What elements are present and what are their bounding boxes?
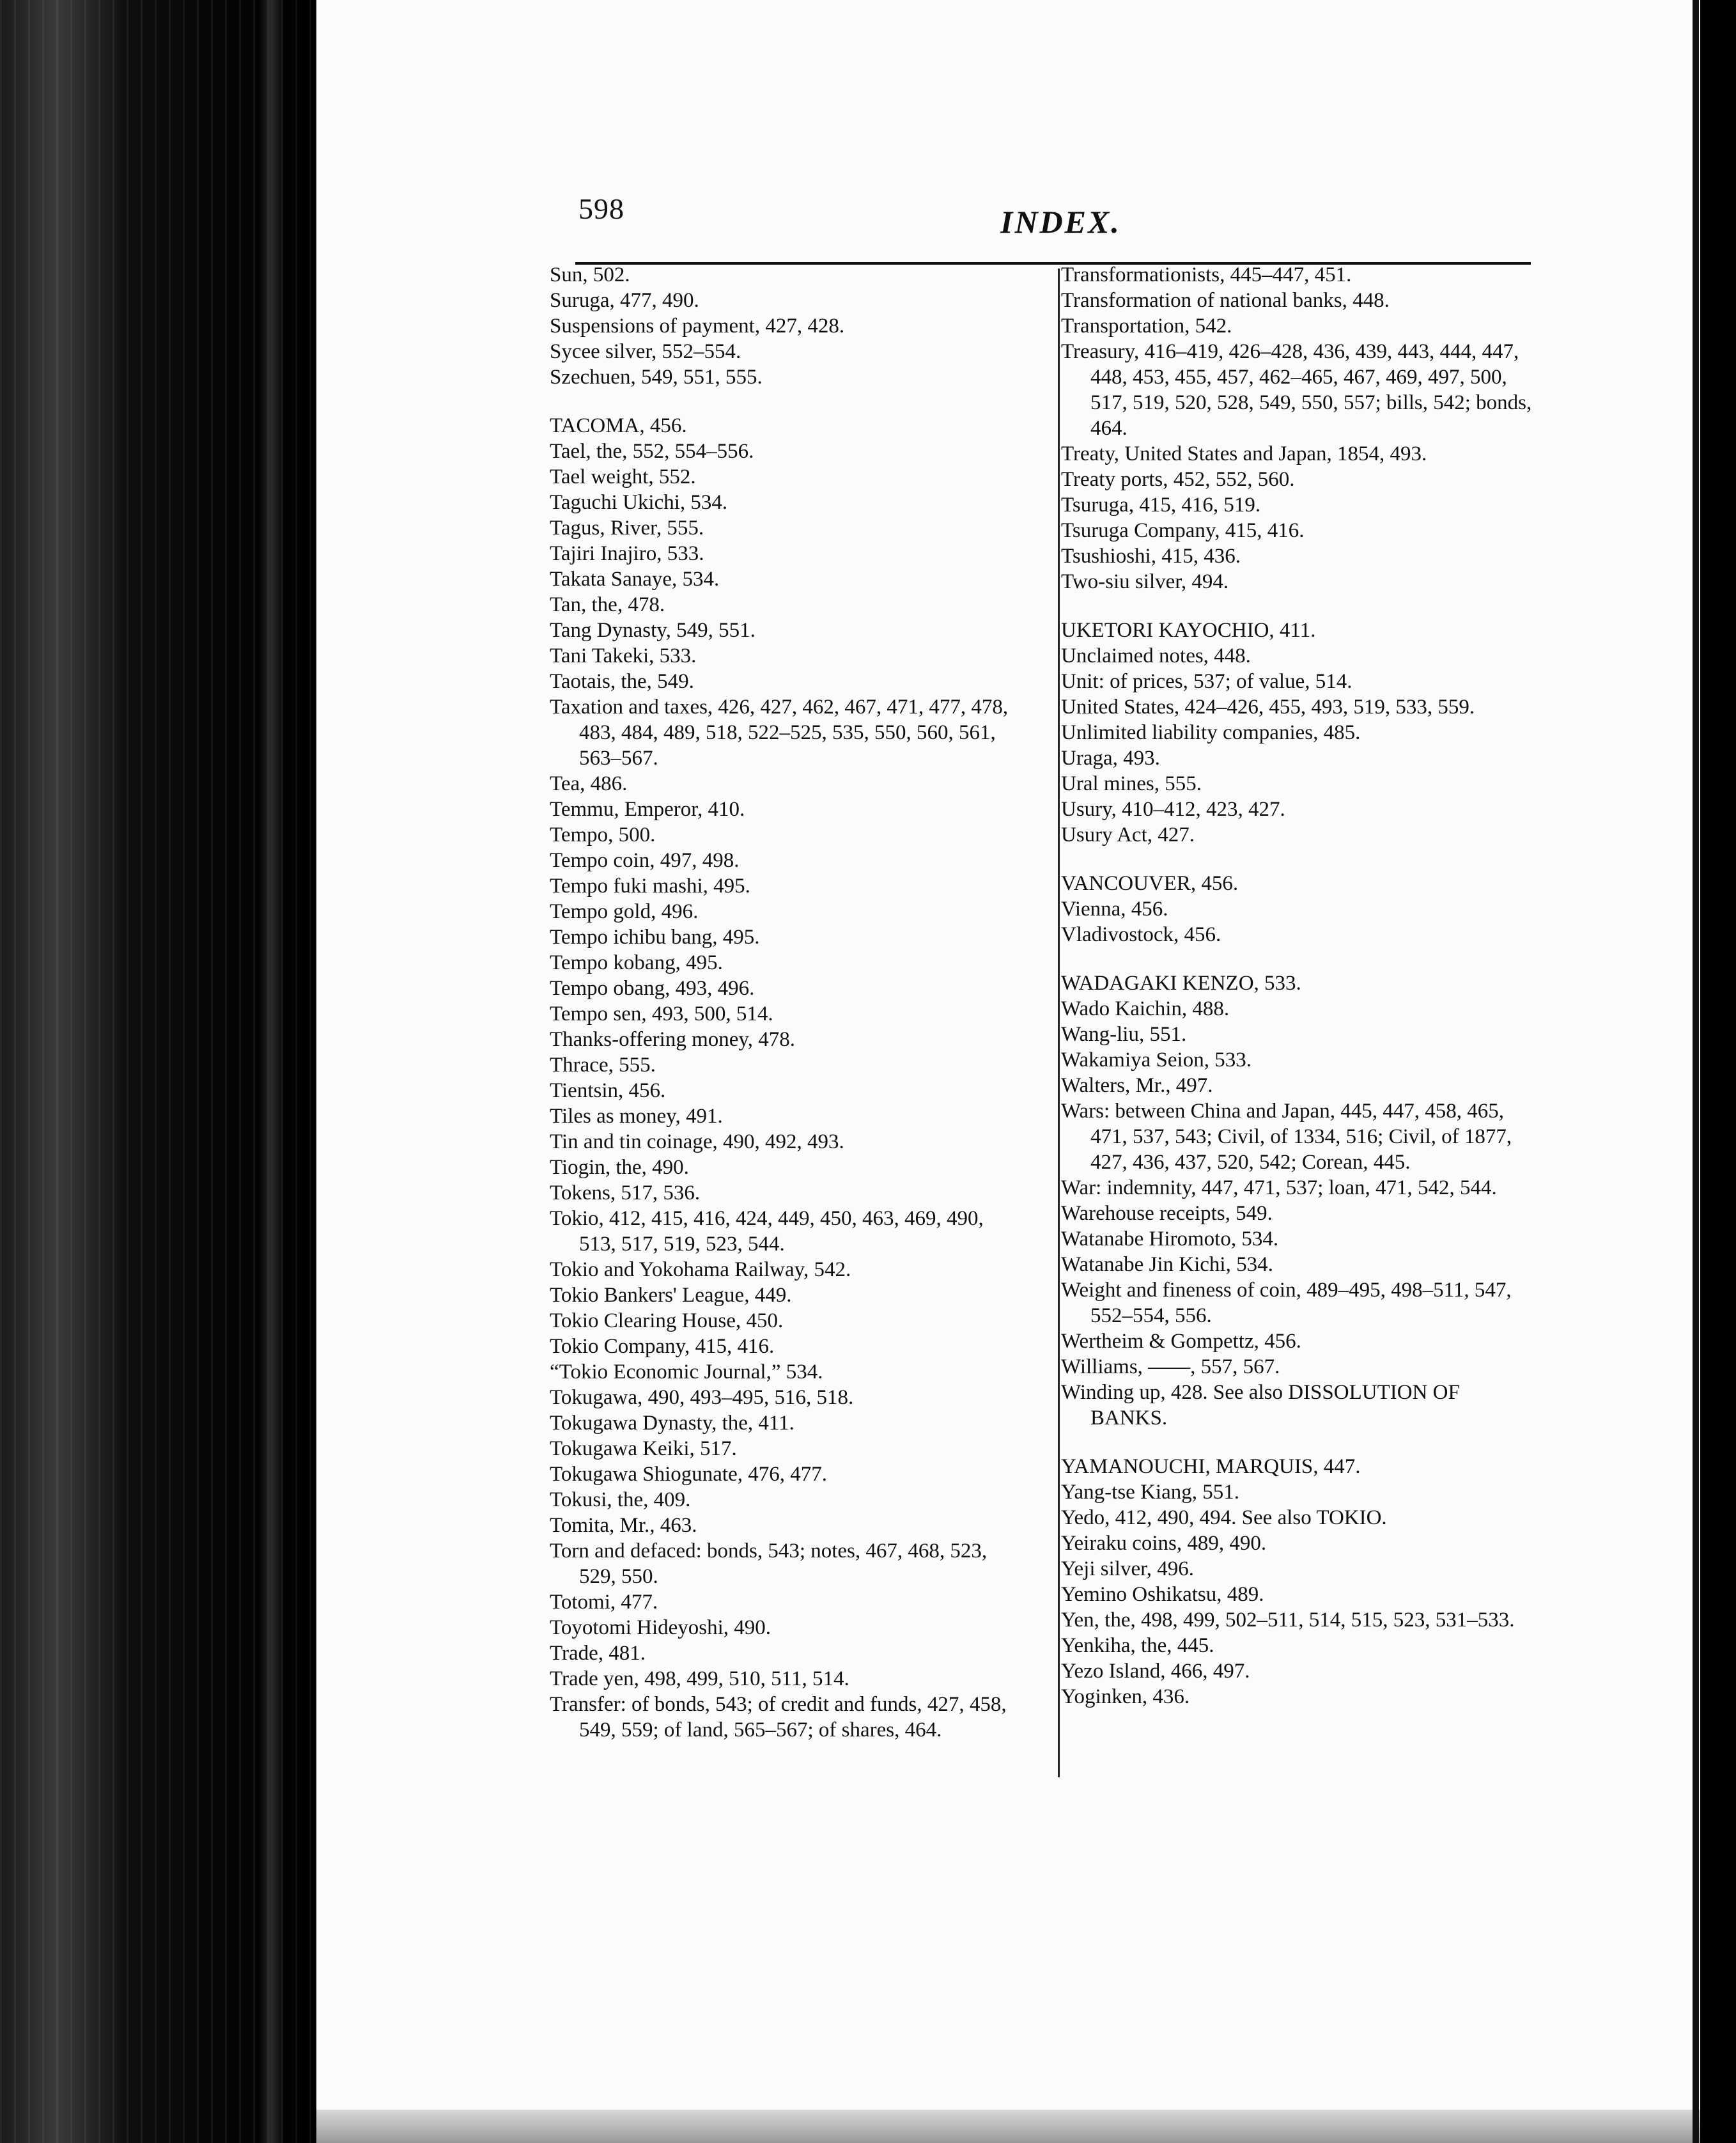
index-section-gap xyxy=(1061,1431,1534,1454)
index-entry: Wado Kaichin, 488. xyxy=(1061,997,1230,1020)
index-entry: Temmu, Emperor, 410. xyxy=(550,798,745,821)
index-entry: Walters, Mr., 497. xyxy=(1061,1074,1213,1097)
index-entry: Transportation, 542. xyxy=(1061,315,1232,338)
index-entry: Yedo, 412, 490, 494. See also TOKIO. xyxy=(1061,1506,1387,1529)
index-entry: Unlimited liability companies, 485. xyxy=(1061,721,1361,744)
index-entry: Tokugawa Keiki, 517. xyxy=(550,1437,737,1460)
index-entry: Ural mines, 555. xyxy=(1061,772,1202,795)
column-divider xyxy=(1058,269,1060,1777)
index-entry: “Tokio Economic Journal,” 534. xyxy=(550,1360,823,1383)
index-column-right xyxy=(1061,262,1534,1710)
index-entry: Tokugawa Shiogunate, 476, 477. xyxy=(550,1463,827,1486)
index-entry: Sycee silver, 552–554. xyxy=(550,340,741,363)
index-section-gap xyxy=(550,390,1023,413)
index-entry: Tokusi, the, 409. xyxy=(550,1488,691,1511)
index-entry: Winding up, 428. See also DISSOLUTION OF BANKS. xyxy=(1061,1381,1460,1430)
index-entry: Tokens, 517, 536. xyxy=(550,1181,701,1204)
index-section-gap xyxy=(1061,848,1534,871)
index-entry: Totomi, 477. xyxy=(550,1591,658,1614)
page-bottom-edge xyxy=(316,2110,1703,2143)
index-entry: Tael, the, 552, 554–556. xyxy=(550,440,754,463)
index-entry: Williams, ——, 557, 567. xyxy=(1061,1355,1280,1378)
index-entry: Torn and defaced: bonds, 543; notes, 467, 468, 523, 529, 550. xyxy=(550,1539,988,1588)
index-entry: Tokugawa Dynasty, the, 411. xyxy=(550,1412,794,1435)
index-section-gap xyxy=(1061,595,1534,618)
index-entry: Weight and fineness of coin, 489–495, 498–511, 547, 552–554, 556. xyxy=(1061,1279,1512,1327)
page-right-edge-line xyxy=(1693,0,1699,2143)
index-entry: Szechuen, 549, 551, 555. xyxy=(550,366,763,389)
index-entry: Transfer: of bonds, 543; of credit and funds, 427, 458, 549, 559; of land, 565–567; of shares, 464. xyxy=(550,1693,1007,1742)
index-entry: Yezo Island, 466, 497. xyxy=(1061,1660,1250,1683)
index-entry: Tiles as money, 491. xyxy=(550,1105,723,1128)
index-entry: Tokio, 412, 415, 416, 424, 449, 450, 463, 469, 490, 513, 517, 519, 523, 544. xyxy=(550,1207,984,1256)
index-entry: Tsushioshi, 415, 436. xyxy=(1061,545,1241,568)
index-entry: Usury, 410–412, 423, 427. xyxy=(1061,798,1285,821)
index-entry: Treaty ports, 452, 552, 560. xyxy=(1061,468,1295,491)
index-entry: Tokio and Yokohama Railway, 542. xyxy=(550,1258,851,1281)
index-entry: Thrace, 555. xyxy=(550,1054,656,1077)
spine-highlight xyxy=(259,0,284,2143)
index-entry: Unit: of prices, 537; of value, 514. xyxy=(1061,670,1352,693)
index-column-left xyxy=(550,262,1023,1743)
index-entry: Tempo kobang, 495. xyxy=(550,951,723,974)
index-entry: Tempo sen, 493, 500, 514. xyxy=(550,1002,773,1025)
index-entry: Watanabe Jin Kichi, 534. xyxy=(1061,1253,1273,1276)
index-entry: Tomita, Mr., 463. xyxy=(550,1514,697,1537)
index-entry: Yoginken, 436. xyxy=(1061,1685,1190,1708)
index-entry: Tang Dynasty, 549, 551. xyxy=(550,619,756,642)
index-entry: VANCOUVER, 456. xyxy=(1061,872,1239,895)
index-entry: Uraga, 493. xyxy=(1061,747,1160,770)
index-entry: Tempo gold, 496. xyxy=(550,900,699,923)
index-entry: Takata Sanaye, 534. xyxy=(550,568,720,591)
index-entry: Tempo ichibu bang, 495. xyxy=(550,926,760,949)
index-entry: Yeji silver, 496. xyxy=(1061,1557,1195,1580)
index-entry: Trade, 481. xyxy=(550,1642,646,1665)
index-entry: Suruga, 477, 490. xyxy=(550,289,699,312)
index-entry: Tsuruga, 415, 416, 519. xyxy=(1061,494,1261,517)
index-entry: Vienna, 456. xyxy=(1061,898,1168,921)
index-entry: YAMANOUCHI, MARQUIS, 447. xyxy=(1061,1455,1361,1478)
index-entry: Tiogin, the, 490. xyxy=(550,1156,689,1179)
index-entry: Tokio Bankers' League, 449. xyxy=(550,1284,792,1307)
index-entry: Tael weight, 552. xyxy=(550,465,696,488)
index-section-gap xyxy=(1061,947,1534,970)
index-entry: Wertheim & Gompettz, 456. xyxy=(1061,1330,1301,1353)
index-entry: Suspensions of payment, 427, 428. xyxy=(550,315,845,338)
index-entry: War: indemnity, 447, 471, 537; loan, 471, 542, 544. xyxy=(1061,1176,1497,1199)
index-entry: Two-siu silver, 494. xyxy=(1061,570,1229,593)
running-head: INDEX. xyxy=(1000,204,1121,240)
index-entry: Tea, 486. xyxy=(550,772,628,795)
index-entry: Tin and tin coinage, 490, 492, 493. xyxy=(550,1130,844,1153)
index-entry: Tokugawa, 490, 493–495, 516, 518. xyxy=(550,1386,854,1409)
index-entry: Tajiri Inajiro, 533. xyxy=(550,542,704,565)
index-entry: Tokio Clearing House, 450. xyxy=(550,1309,784,1332)
index-entry: United States, 424–426, 455, 493, 519, 533, 559. xyxy=(1061,696,1475,719)
index-entry: Wang-liu, 551. xyxy=(1061,1023,1187,1046)
index-entry: Tsuruga Company, 415, 416. xyxy=(1061,519,1305,542)
index-entry: Taotais, the, 549. xyxy=(550,670,694,693)
index-entry: Thanks-offering money, 478. xyxy=(550,1028,795,1051)
index-entry: Wars: between China and Japan, 445, 447, 458, 465, 471, 537, 543; Civil, of 1334, 516; Civil, of 1877, 427, 436, 437, 520, 542; Corean, 445. xyxy=(1061,1100,1512,1174)
index-entry: TACOMA, 456. xyxy=(550,414,687,437)
index-entry: UKETORI KAYOCHIO, 411. xyxy=(1061,619,1316,642)
index-entry: Tagus, River, 555. xyxy=(550,517,704,540)
index-entry: Yen, the, 498, 499, 502–511, 514, 515, 523, 531–533. xyxy=(1061,1609,1515,1632)
page-right-edge xyxy=(1700,0,1736,2143)
index-entry: Transformation of national banks, 448. xyxy=(1061,289,1390,312)
index-entry: Trade yen, 498, 499, 510, 511, 514. xyxy=(550,1667,849,1690)
page-number: 598 xyxy=(578,192,624,225)
index-entry: Tani Takeki, 533. xyxy=(550,644,697,667)
index-entry: WADAGAKI KENZO, 533. xyxy=(1061,972,1301,995)
index-entry: Taguchi Ukichi, 534. xyxy=(550,491,728,514)
index-entry: Tempo coin, 497, 498. xyxy=(550,849,740,872)
index-entry: Yemino Oshikatsu, 489. xyxy=(1061,1583,1264,1606)
index-entry: Sun, 502. xyxy=(550,263,630,286)
index-entry: Toyotomi Hideyoshi, 490. xyxy=(550,1616,771,1639)
index-entry: Treasury, 416–419, 426–428, 436, 439, 443, 444, 447, 448, 453, 455, 457, 462–465, 467, 469, 497, 500, 517, 519, 520, 528, 549, 550, 557; bills, 542; bonds, 464. xyxy=(1061,340,1532,440)
index-entry: Tokio Company, 415, 416. xyxy=(550,1335,775,1358)
index-entry: Vladivostock, 456. xyxy=(1061,923,1221,946)
index-entry: Tempo fuki mashi, 495. xyxy=(550,875,750,898)
index-entry: Tan, the, 478. xyxy=(550,593,665,616)
index-entry: Treaty, United States and Japan, 1854, 493. xyxy=(1061,442,1427,465)
index-entry: Unclaimed notes, 448. xyxy=(1061,644,1251,667)
index-entry: Yenkiha, the, 445. xyxy=(1061,1634,1214,1657)
index-entry: Tempo obang, 493, 496. xyxy=(550,977,755,1000)
index-entry: Usury Act, 427. xyxy=(1061,823,1195,846)
index-entry: Tempo, 500. xyxy=(550,823,656,846)
index-entry: Yang-tse Kiang, 551. xyxy=(1061,1481,1239,1504)
index-entry: Tientsin, 456. xyxy=(550,1079,666,1102)
index-entry: Taxation and taxes, 426, 427, 462, 467, 471, 477, 478, 483, 484, 489, 518, 522–525, 535, 550, 560, 561, 563–567. xyxy=(550,696,1009,770)
index-entry: Transformationists, 445–447, 451. xyxy=(1061,263,1352,286)
index-entry: Yeiraku coins, 489, 490. xyxy=(1061,1532,1267,1555)
index-entry: Watanabe Hiromoto, 534. xyxy=(1061,1227,1279,1251)
index-entry: Wakamiya Seion, 533. xyxy=(1061,1048,1252,1072)
index-entry: Warehouse receipts, 549. xyxy=(1061,1202,1273,1225)
